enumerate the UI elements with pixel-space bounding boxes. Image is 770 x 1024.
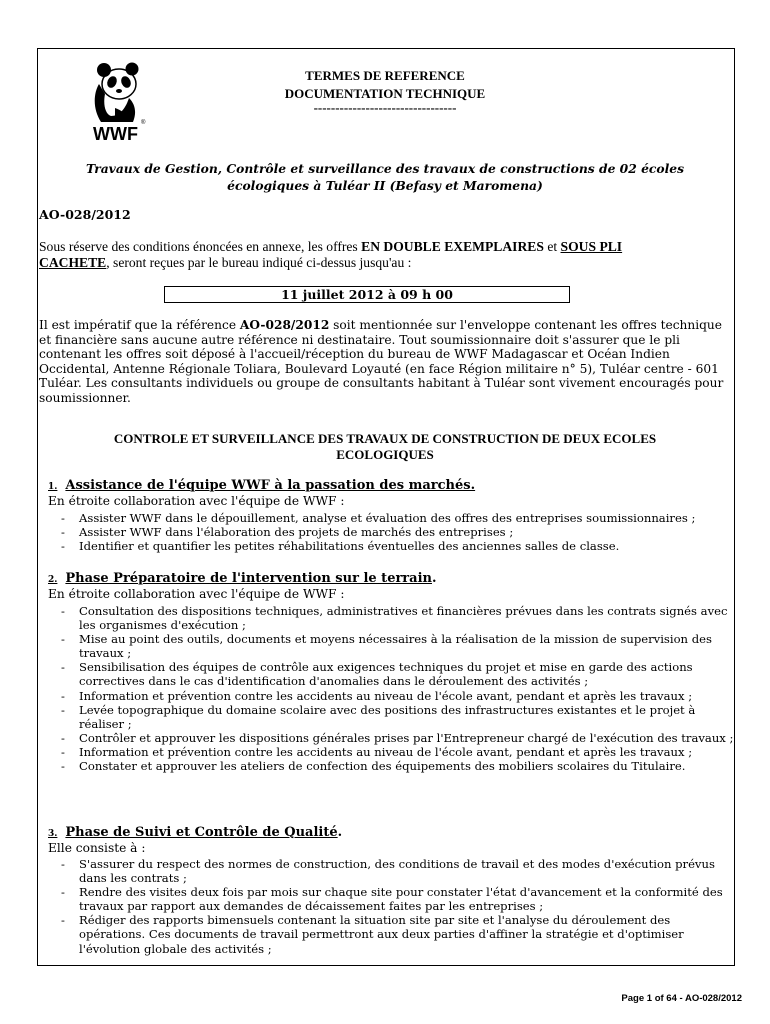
section-3-heading (48, 825, 342, 840)
section-3-title: Phase de Suivi et Contrôle de Qualité (65, 825, 338, 840)
section-3-number: 3. (48, 829, 58, 839)
para-text-1: Il est impératif que la référence (39, 318, 240, 332)
intro-text-1: Sous réserve des conditions énoncées en annexe, les offres (39, 239, 362, 254)
para-line-6: soumissionner. (39, 390, 131, 405)
main-heading-line2: ECOLOGIQUES (336, 447, 434, 462)
list-item: - Constater et approuver les ateliers de confection des équipements des mobiliers scolaires du Titulaire. (58, 759, 734, 773)
list-item: - Rendre des visites deux fois par mois sur chaque site pour constater l'état d'avancement et la conformité des travaux par rapport aux demandes de décaissement faites par les entreprises ; (58, 885, 734, 913)
section-2-number: 2. (48, 575, 58, 585)
doc-header-rule: --------------------------------- (313, 100, 457, 115)
para-line-5: Tuléar. Les consultants individuels ou groupe de consultants habitant à Tuléar sont vivement encouragés pour (39, 376, 724, 390)
intro-sealed-1: SOUS PLI (560, 239, 623, 254)
intro-double-copies: EN DOUBLE EXEMPLAIRES (361, 239, 544, 254)
wwf-logo (85, 60, 151, 148)
list-item: - Mise au point des outils, documents et moyens nécessaires à la réalisation de la mission de supervision des travaux ; (58, 632, 734, 660)
section-2-title: Phase Préparatoire de l'intervention sur le terrain (65, 571, 432, 586)
section-2-title-suffix: . (431, 571, 437, 586)
section-3-list (58, 857, 734, 956)
wwf-logo-text: WWF (93, 124, 138, 144)
list-item: - Information et prévention contre les accidents au niveau de l'école avant, pendant et après les travaux ; (58, 745, 734, 759)
list-item: - Sensibilisation des équipes de contrôle aux exigences techniques du projet et mise en garde des actions correctives dans le cas d'identification d'anomalies dans le déroulement des activités ; (58, 660, 734, 688)
para-line-4: Occidental, Antenne Régionale Toliara, Boulevard Loyauté (en face Région militaire n° 5), Tuléar centre - 601 (39, 361, 719, 376)
intro-text-3: , seront reçues par le bureau indiqué ci-dessus jusqu'au : (106, 254, 412, 270)
section-3-title-suffix: . (337, 825, 343, 840)
panda-logo-icon (85, 60, 151, 126)
list-item: - S'assurer du respect des normes de construction, des conditions de travail et des modes d'exécution prévus dans les contrats ; (58, 857, 734, 885)
main-heading-line1: CONTROLE ET SURVEILLANCE DES TRAVAUX DE CONSTRUCTION DE DEUX ECOLES (113, 431, 657, 446)
submission-intro (39, 239, 739, 270)
para-line-3: contenant les offres soit déposé à l'accueil/réception du bureau de WWF Madagascar et Océan Indien (39, 347, 670, 361)
section-1-number: 1. (48, 482, 58, 492)
para-reference: AO-028/2012 (239, 318, 330, 332)
deadline-date-box: 11 juillet 2012 à 09 h 00 (164, 286, 570, 303)
main-heading (40, 431, 730, 463)
submission-instructions (39, 318, 739, 405)
list-item: - Consultation des dispositions techniques, administratives et financières prévues dans les contrats signés avec les organismes d'exécution ; (58, 604, 734, 632)
list-item: - Information et prévention contre les accidents au niveau de l'école avant, pendant et après les travaux ; (58, 689, 734, 703)
section-2-list (58, 604, 734, 773)
section-1-intro: En étroite collaboration avec l'équipe de WWF : (48, 494, 345, 508)
list-item: - Identifier et quantifier les petites réhabilitations éventuelles des anciennes salles de classe. (58, 539, 734, 553)
registered-mark: ® (141, 120, 146, 126)
list-item: - Contrôler et approuver les dispositions générales prises par l'Entrepreneur chargé de l'exécution des travaux ; (58, 731, 734, 745)
doc-header-title: TERMES DE REFERENCE (305, 68, 465, 83)
section-1-heading (48, 478, 475, 493)
list-item: - Rédiger des rapports bimensuels contenant la situation site par site et l'analyse du déroulement des opérations. Ces documents de travail permettront aux deux parties d'affiner la stratégie et d'optimiser l'évolution globale des activités ; (58, 913, 734, 955)
reference-number: AO-028/2012 (39, 207, 131, 222)
section-2-heading (48, 571, 437, 586)
section-1-list (58, 511, 734, 553)
list-item: - Levée topographique du domaine scolaire avec des positions des infrastructures existantes et le projet à réaliser ; (58, 703, 734, 731)
project-title-line1: Travaux de Gestion, Contrôle et surveillance des travaux de constructions de 02 écoles (85, 161, 685, 176)
para-text-2: soit mentionnée sur l'enveloppe contenant les offres technique (329, 318, 722, 332)
page-footer: Page 1 of 64 - AO-028/2012 (621, 993, 742, 1004)
doc-header-subtitle: DOCUMENTATION TECHNIQUE (284, 86, 486, 101)
section-1-title: Assistance de l'équipe WWF à la passation des marchés. (65, 478, 476, 493)
intro-text-2: et (543, 239, 561, 254)
project-title (40, 160, 730, 194)
intro-sealed-2: CACHETE (39, 254, 107, 270)
project-title-line2: écologiques à Tuléar II (Befasy et Maromena) (227, 178, 543, 193)
section-3-intro: Elle consiste à : (48, 841, 146, 855)
para-line-2: et financière sans aucune autre référence ni destinataire. Tout soumissionnaire doit s'assurer que le pli (39, 332, 680, 347)
list-item: - Assister WWF dans le dépouillement, analyse et évaluation des offres des entreprises soumissionnaires ; (58, 511, 734, 525)
list-item: - Assister WWF dans l'élaboration des projets de marchés des entreprises ; (58, 525, 734, 539)
section-2-intro: En étroite collaboration avec l'équipe de WWF : (48, 587, 345, 601)
